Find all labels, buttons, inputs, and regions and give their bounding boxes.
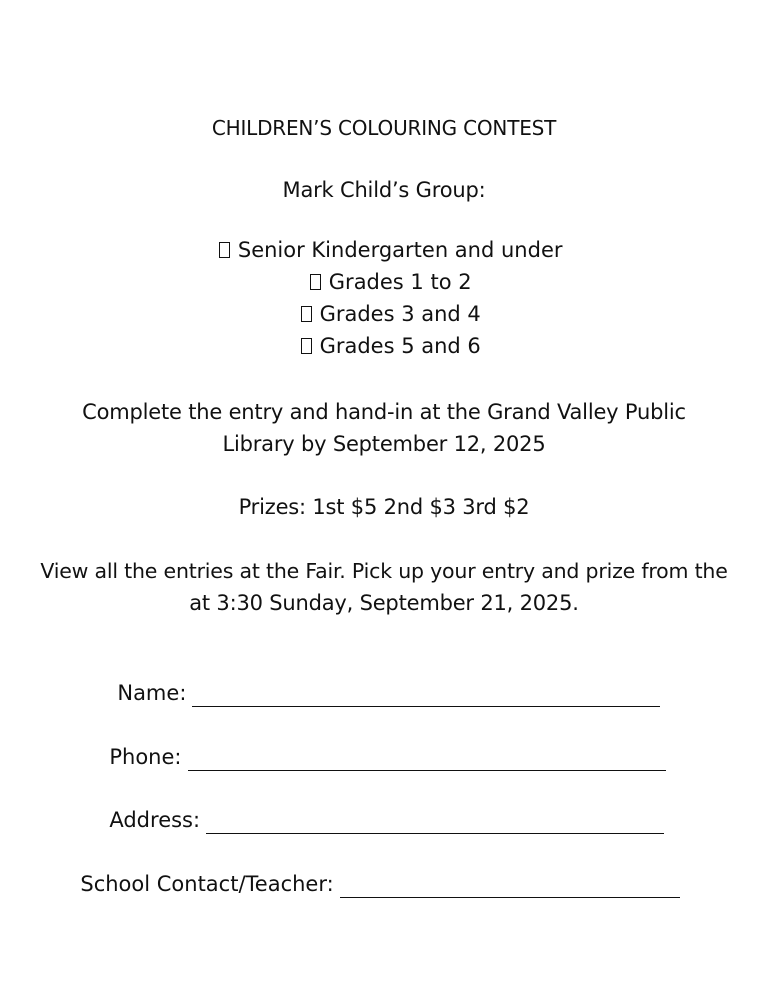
name-field[interactable] xyxy=(104,651,660,707)
entry-instructions-line-2: Library by September 12, 2025 xyxy=(222,432,546,456)
name-label: Name: xyxy=(117,681,187,705)
group-option-label: Grades 5 and 6 xyxy=(319,334,481,358)
viewing-info-line-2: at 3:30 Sunday, September 21, 2025. xyxy=(189,591,579,615)
school-contact-label: School Contact/Teacher: xyxy=(80,872,334,896)
name-input-line[interactable] xyxy=(192,686,660,707)
checkbox-icon[interactable] xyxy=(301,338,312,354)
school-contact-input-line[interactable] xyxy=(340,877,680,898)
address-field[interactable] xyxy=(96,778,664,834)
address-input-line[interactable] xyxy=(206,813,664,834)
viewing-info-line-1: View all the entries at the Fair. Pick up your entry and prize from the xyxy=(40,559,728,583)
phone-field[interactable] xyxy=(96,715,666,771)
phone-input-line[interactable] xyxy=(188,750,666,771)
group-option-label: Grades 1 to 2 xyxy=(328,270,472,294)
group-option-label: Senior Kindergarten and under xyxy=(237,238,563,262)
group-label: Mark Child’s Group: xyxy=(282,178,486,202)
phone-label: Phone: xyxy=(109,745,182,769)
prizes-text: Prizes: 1st $5 2nd $3 3rd $2 xyxy=(238,495,530,519)
contest-title: CHILDREN’S COLOURING CONTEST xyxy=(211,116,557,140)
address-label: Address: xyxy=(109,808,201,832)
school-contact-field[interactable] xyxy=(67,842,680,898)
group-option-label: Grades 3 and 4 xyxy=(319,302,481,326)
group-option-grades-5-6[interactable] xyxy=(0,304,768,360)
entry-instructions-line-1: Complete the entry and hand-in at the Grand Valley Public xyxy=(82,400,686,424)
